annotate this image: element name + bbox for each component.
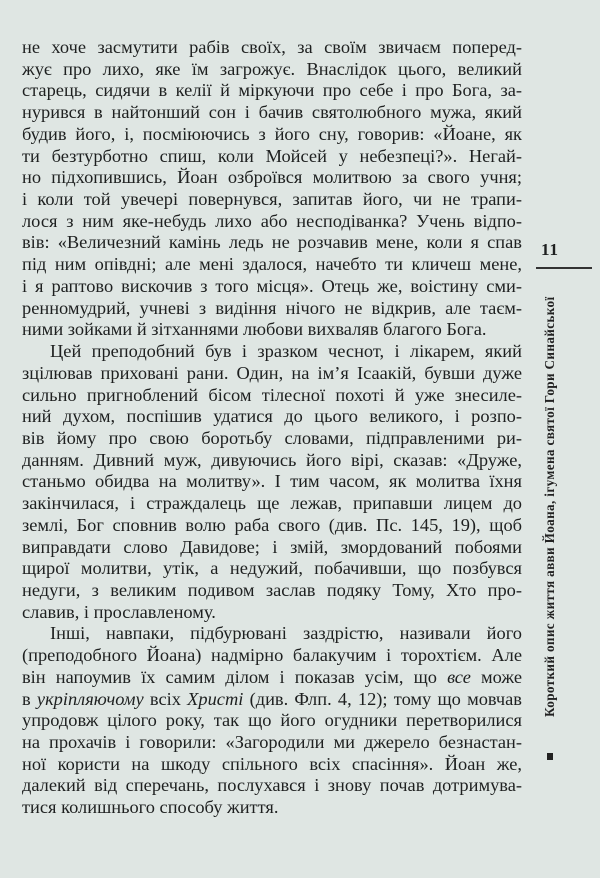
text-line: щирої молитви, утік, а недужий, побачивши, що позбувся (22, 558, 522, 579)
text-segment: всіх (143, 688, 188, 709)
text-line: старець, сидячи в келії й міркуючи про себе і про Бога, за- (22, 80, 522, 101)
text-line: землі, Бог сповнив волю раба свого (див. Пс. 145, 19), щоб (22, 514, 522, 535)
text-line: лося з ним яке-небудь лихо або несподіванка? Учень відпо- (22, 210, 522, 231)
text-line: на прохачів і говорили: «Загородили ми джерело безнастан- (22, 732, 522, 752)
text-line: упродовж цілого року, так що його огудники перетворилися (22, 710, 522, 731)
text-line: тися колишнього способу життя. (22, 797, 279, 818)
text-segment: він напоумив їх самим ділом і показав усім, що (22, 666, 448, 687)
text-line: Цей преподобний був і зразком чеснот, і лікарем, який (50, 341, 522, 362)
text-line: нурився в найтонший сон і бачив святолюбного мужа, який (22, 102, 522, 123)
text-line: ними зойками й зітханнями любови вихваляв благого Бога. (22, 319, 487, 340)
text-line: ної користи на шкоду спільного всіх спасіння». Йоан же, (22, 753, 522, 774)
text-line: Інші, навпаки, підбурювані заздрістю, називали його (50, 623, 522, 644)
text-line: зцілював приховані рани. Один, на ім’я Ісаакій, бувши дуже (22, 362, 522, 383)
text-line: ренномудрий, учневі з видіння нічого не відкрив, але таєм- (22, 297, 522, 318)
text-line: не хоче засмутити рабів своїх, за своїм звичаєм поперед- (22, 37, 522, 57)
text-line: данням. Дивний муж, дивуючись його вірі, сказав: «Друже, (22, 449, 522, 470)
page-number: 11 (541, 240, 560, 259)
text-segment: може (470, 666, 522, 687)
italic-text: все (447, 666, 471, 687)
text-line (22, 667, 522, 689)
text-line: будив його, і, посміюючись з його сну, говорив: «Йоане, як (22, 123, 522, 144)
text-line: славив, і прославленому. (22, 601, 216, 622)
text-line: ний духом, поспішив удатися до цього великого, і розпо- (22, 406, 522, 427)
text-line: далекий від сперечань, послухався і знову почав дотримува- (22, 775, 522, 796)
text-line: і я раптово вискочив з того місця». Отець же, воістину сми- (22, 275, 522, 296)
text-line: жує про лихо, яке їм загрожує. Внаслідок цього, великий (22, 58, 522, 79)
text-segment: (див. Флп. 4, 12); тому що мовчав (243, 688, 522, 709)
text-segment: в (22, 688, 37, 709)
text-line: сильно пригноблений бісом тілесної похоті й уже знесиле- (22, 384, 522, 405)
text-line: недуги, з великим подивом заслав подяку Тому, Хто про- (22, 579, 522, 600)
text-line: но підхопившись, Йоан озброївся молитвою за свого учня; (22, 167, 522, 188)
italic-text: Христі (187, 688, 244, 709)
text-line: і коли той увечері повернувся, запитав його, чи не трапи- (22, 189, 522, 210)
text-line: станьмо обидва на молитву». І тим часом, як молитва їхня (22, 471, 522, 492)
text-line: виправдати слово Давидове; і змій, змордований побоями (22, 536, 522, 557)
header-bullet-icon (547, 753, 553, 760)
text-line: вів: «Величезний камінь ледь не розчавив мене, коли я спав (22, 232, 522, 253)
text-line: ти безтурботно спиш, коли Мойсей у небезпеці?». Негай- (22, 145, 522, 166)
text-line: під ним опівдні; але мені здалося, начебто ти кличеш мене, (22, 254, 522, 275)
text-line: (преподобного Йоана) надмірно балакучим і торохтієм. Але (22, 645, 522, 666)
italic-text: укріпляючому (36, 688, 144, 709)
text-line (22, 689, 522, 711)
text-line: закінчилася, і страждалець ще лежав, припавши лицем до (22, 493, 522, 514)
running-header-title: Короткий опис життя авви Йоана, ігумена святої Гори Синайської (542, 296, 557, 718)
header-rule (536, 267, 592, 269)
body-text (22, 37, 522, 819)
text-line: вів йому про свою боротьбу словами, підправленими ри- (22, 427, 522, 448)
